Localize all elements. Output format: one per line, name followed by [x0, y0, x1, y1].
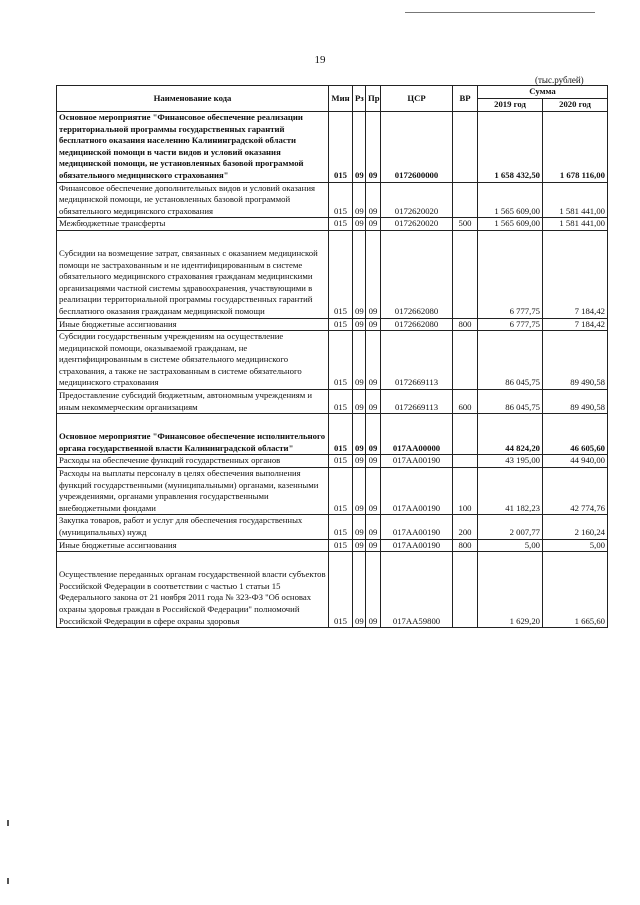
cell-vr: 100 — [453, 468, 478, 515]
cell-min: 015 — [329, 230, 353, 318]
cell-pr: 09 — [366, 331, 381, 390]
cell-2019: 86 045,75 — [478, 331, 543, 390]
cell-pr: 09 — [366, 182, 381, 218]
cell-rz: 09 — [353, 331, 366, 390]
header-sum: Сумма — [478, 86, 608, 99]
cell-pr: 09 — [366, 230, 381, 318]
table-row — [57, 414, 608, 455]
cell-csr: 0172662080 — [381, 318, 453, 331]
cell-min: 015 — [329, 455, 353, 468]
cell-vr — [453, 414, 478, 455]
cell-vr: 800 — [453, 539, 478, 552]
cell-rz: 09 — [353, 539, 366, 552]
cell-2020: 1 581 441,00 — [543, 182, 608, 218]
cell-pr: 09 — [366, 468, 381, 515]
cell-name: Расходы на обеспечение функций государственных органов — [57, 455, 329, 468]
cell-min: 015 — [329, 515, 353, 539]
cell-name: Межбюджетные трансферты — [57, 218, 329, 231]
cell-csr: 017АА00190 — [381, 539, 453, 552]
cell-vr: 200 — [453, 515, 478, 539]
cell-vr — [453, 331, 478, 390]
cell-min: 015 — [329, 468, 353, 515]
table-row — [57, 218, 608, 231]
table-body — [57, 112, 608, 628]
cell-vr: 600 — [453, 390, 478, 414]
units-label: (тыс.рублей) — [535, 75, 584, 85]
cell-csr: 0172669113 — [381, 390, 453, 414]
table-row — [57, 182, 608, 218]
cell-pr: 09 — [366, 112, 381, 183]
cell-rz: 09 — [353, 230, 366, 318]
table-row — [57, 468, 608, 515]
cell-name: Финансовое обеспечение дополнительных видов и условий оказания медицинской помощи, не установленных базовой программой обязательного медицинского страхования — [57, 182, 329, 218]
cell-pr: 09 — [366, 539, 381, 552]
cell-name: Основное мероприятие "Финансовое обеспечение реализации территориальной программы государственных гарантий бесплатного оказания населению Калининградской области медицинской помощи в части видов и условий оказания медицинской помощи, не установленных базовой программой обязательного медицинского страхования" — [57, 112, 329, 183]
table-row — [57, 552, 608, 628]
cell-rz: 09 — [353, 182, 366, 218]
cell-2020: 89 490,58 — [543, 331, 608, 390]
table-row — [57, 331, 608, 390]
table-row — [57, 230, 608, 318]
cell-2019: 6 777,75 — [478, 230, 543, 318]
cell-min: 015 — [329, 539, 353, 552]
cell-name: Предоставление субсидий бюджетным, автономным учреждениям и иным некоммерческим организациям — [57, 390, 329, 414]
cell-name: Расходы на выплаты персоналу в целях обеспечения выполнения функций государственными (муниципальными) органами, казенными учреждениями, органами управления государственными внебюджетными фондами — [57, 468, 329, 515]
cell-name: Осуществление переданных органам государственной власти субъектов Российской Федерации в соответствии с частью 1 статьи 15 Федерального закона от 21 ноября 2011 года № 323-ФЗ "Об основах охраны здоровья граждан в Российской Федерации" полномочий Российской Федерации в сфере охраны здоровья — [57, 552, 329, 628]
header-name: Наименование кода — [57, 86, 329, 112]
cell-rz: 09 — [353, 318, 366, 331]
table-row — [57, 455, 608, 468]
cell-2019: 1 629,20 — [478, 552, 543, 628]
cell-rz: 09 — [353, 112, 366, 183]
cell-name: Иные бюджетные ассигнования — [57, 539, 329, 552]
cell-name: Закупка товаров, работ и услуг для обеспечения государственных (муниципальных) нужд — [57, 515, 329, 539]
table-row — [57, 318, 608, 331]
cell-2019: 43 195,00 — [478, 455, 543, 468]
cell-csr: 0172669113 — [381, 331, 453, 390]
table-row — [57, 515, 608, 539]
cell-2020: 7 184,42 — [543, 318, 608, 331]
cell-csr: 0172620020 — [381, 182, 453, 218]
cell-vr — [453, 182, 478, 218]
cell-2020: 89 490,58 — [543, 390, 608, 414]
cell-rz: 09 — [353, 218, 366, 231]
header-pr: Пр — [366, 86, 381, 112]
header-2019: 2019 год — [478, 99, 543, 112]
cell-2019: 2 007,77 — [478, 515, 543, 539]
cell-2019: 1 565 609,00 — [478, 218, 543, 231]
cell-min: 015 — [329, 182, 353, 218]
header-vr: ВР — [453, 86, 478, 112]
cell-pr: 09 — [366, 218, 381, 231]
table-row — [57, 112, 608, 183]
cell-2019: 86 045,75 — [478, 390, 543, 414]
cell-2020: 7 184,42 — [543, 230, 608, 318]
cell-rz: 09 — [353, 390, 366, 414]
cell-csr: 0172620020 — [381, 218, 453, 231]
cell-pr: 09 — [366, 414, 381, 455]
cell-2019: 6 777,75 — [478, 318, 543, 331]
cell-vr: 800 — [453, 318, 478, 331]
header-2020: 2020 год — [543, 99, 608, 112]
cell-rz: 09 — [353, 515, 366, 539]
cell-rz: 09 — [353, 552, 366, 628]
cell-vr — [453, 112, 478, 183]
cell-vr — [453, 455, 478, 468]
cell-min: 015 — [329, 390, 353, 414]
cell-2019: 1 658 432,50 — [478, 112, 543, 183]
cell-2020: 1 665,60 — [543, 552, 608, 628]
cell-min: 015 — [329, 331, 353, 390]
cell-2020: 44 940,00 — [543, 455, 608, 468]
scan-margin-mark — [7, 878, 9, 884]
cell-rz: 09 — [353, 414, 366, 455]
cell-csr: 017АА00190 — [381, 515, 453, 539]
cell-csr: 017АА59800 — [381, 552, 453, 628]
cell-2020: 46 605,60 — [543, 414, 608, 455]
cell-rz: 09 — [353, 468, 366, 515]
header-min: Мин — [329, 86, 353, 112]
cell-csr: 017АА00190 — [381, 468, 453, 515]
cell-name: Иные бюджетные ассигнования — [57, 318, 329, 331]
cell-min: 015 — [329, 552, 353, 628]
cell-2019: 44 824,20 — [478, 414, 543, 455]
scan-top-line — [405, 12, 595, 13]
cell-csr: 017АА00190 — [381, 455, 453, 468]
cell-name: Субсидии государственным учреждениям на осуществление медицинской помощи, оказываемой гражданам, не идентифицированным в системе обязательного медицинского страхования, а также не застрахованным в системе обязательного медицинского страхования — [57, 331, 329, 390]
cell-2020: 2 160,24 — [543, 515, 608, 539]
header-csr: ЦСР — [381, 86, 453, 112]
cell-2020: 42 774,76 — [543, 468, 608, 515]
cell-min: 015 — [329, 318, 353, 331]
page-number: 19 — [314, 54, 326, 66]
table-row — [57, 390, 608, 414]
cell-min: 015 — [329, 218, 353, 231]
cell-csr: 0172600000 — [381, 112, 453, 183]
cell-vr: 500 — [453, 218, 478, 231]
cell-2019: 1 565 609,00 — [478, 182, 543, 218]
cell-pr: 09 — [366, 390, 381, 414]
cell-pr: 09 — [366, 455, 381, 468]
cell-rz: 09 — [353, 455, 366, 468]
cell-csr: 017АА00000 — [381, 414, 453, 455]
cell-2020: 5,00 — [543, 539, 608, 552]
cell-vr — [453, 230, 478, 318]
cell-2020: 1 678 116,00 — [543, 112, 608, 183]
cell-csr: 0172662080 — [381, 230, 453, 318]
cell-2019: 41 182,23 — [478, 468, 543, 515]
header-rz: Рз — [353, 86, 366, 112]
cell-pr: 09 — [366, 318, 381, 331]
budget-table — [56, 85, 608, 628]
cell-min: 015 — [329, 112, 353, 183]
cell-pr: 09 — [366, 552, 381, 628]
cell-name: Субсидии на возмещение затрат, связанных с оказанием медицинской помощи не застрахованным и не идентифицированным в системе обязательного медицинского страхования гражданам медицинскими организациями частной системы здравоохранения, участвующими в реализации территориальной программы государственных гарантий бесплатного оказания гражданам медицинской помощи — [57, 230, 329, 318]
cell-2020: 1 581 441,00 — [543, 218, 608, 231]
cell-pr: 09 — [366, 515, 381, 539]
cell-2019: 5,00 — [478, 539, 543, 552]
scan-margin-mark — [7, 820, 9, 826]
cell-name: Основное мероприятие "Финансовое обеспечение исполнительного органа государственной власти Калининградской области" — [57, 414, 329, 455]
cell-min: 015 — [329, 414, 353, 455]
cell-vr — [453, 552, 478, 628]
table-row — [57, 539, 608, 552]
